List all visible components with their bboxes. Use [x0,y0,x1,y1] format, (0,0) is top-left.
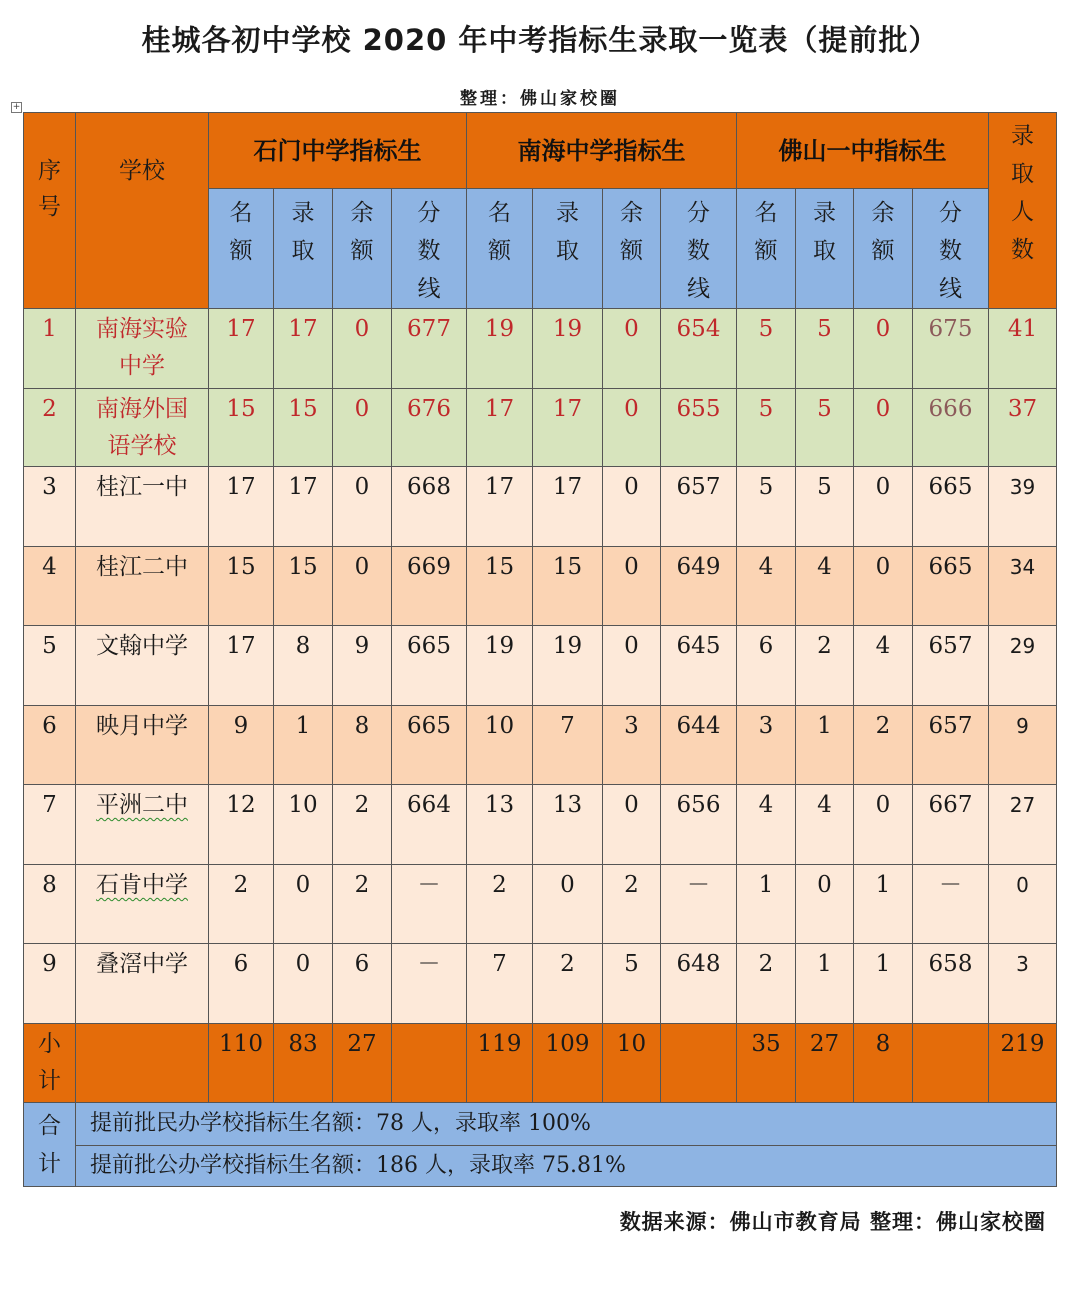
total-header [989,113,1057,309]
total-cell: 0 [989,865,1057,944]
data-cell: 15 [274,547,333,626]
data-cell: 15 [533,547,603,626]
data-cell: 668 [392,467,467,547]
subheader-label: 余额 [350,200,374,264]
data-cell: 5 [603,944,661,1024]
subheader-cell [913,189,989,309]
school-name: 桂江二中 [96,554,188,580]
data-cell: 17 [274,467,333,547]
data-cell: 4 [854,626,913,706]
data-cell: 19 [533,309,603,389]
table-row [24,944,1057,1024]
subheader-cell [274,189,333,309]
subheader-cell [796,189,854,309]
data-cell: 0 [274,944,333,1024]
subheader-label: 余额 [620,200,643,264]
data-cell: 0 [603,785,661,865]
data-cell: 17 [533,389,603,467]
school-header-label: 学校 [119,158,165,184]
seq-cell: 2 [24,389,76,467]
empty-cell [76,1024,209,1103]
total-cell: 41 [989,309,1057,389]
subheader-cell [661,189,737,309]
admission-table [23,112,1057,1187]
data-cell: 4 [796,547,854,626]
data-cell: 10 [274,785,333,865]
school-cell [76,706,209,785]
grand-note: 提前批公办学校指标生名额：186 人，录取率 75.81% [76,1146,1057,1187]
subtotal-cell: 110 [209,1024,274,1103]
data-cell: 5 [796,309,854,389]
data-cell: 10 [467,706,533,785]
school-cell [76,626,209,706]
subtotal-total-cell: 219 [989,1024,1057,1103]
data-cell: 5 [796,467,854,547]
data-cell: 0 [333,467,392,547]
data-cell: 17 [209,467,274,547]
seq-cell: 3 [24,467,76,547]
subtotal-cell: 8 [854,1024,913,1103]
data-cell: 9 [333,626,392,706]
school-name: 桂江一中 [96,474,188,500]
seq-cell: 8 [24,865,76,944]
seq-cell: 1 [24,309,76,389]
total-header-label: 录取人数 [1011,123,1034,263]
subtotal-label-cell [24,1024,76,1103]
subtotal-cell: 119 [467,1024,533,1103]
data-cell: 657 [913,626,989,706]
subheader-label: 录取 [813,200,836,264]
data-cell: 0 [533,865,603,944]
data-cell: 2 [737,944,796,1024]
data-cell: 7 [467,944,533,1024]
subheader-label: 录取 [556,200,579,264]
subheader-label: 分数线 [939,200,962,302]
data-cell: 677 [392,309,467,389]
data-cell: 19 [467,626,533,706]
data-cell: 4 [796,785,854,865]
data-cell: 0 [333,389,392,467]
data-cell: 656 [661,785,737,865]
seq-cell: 6 [24,706,76,785]
group-header-foshan: 佛山一中指标生 [737,113,989,189]
data-cell: － [392,944,467,1024]
subheader-cell [603,189,661,309]
subtotal-cell [913,1024,989,1103]
data-cell: 2 [467,865,533,944]
data-cell: 0 [854,467,913,547]
subheader-cell [533,189,603,309]
school-name: 叠滘中学 [96,951,188,977]
data-cell: 19 [467,309,533,389]
data-cell: 19 [533,626,603,706]
data-cell: 665 [392,706,467,785]
data-cell: 0 [603,389,661,467]
grand-total-row [24,1103,1057,1146]
data-cell: 676 [392,389,467,467]
data-cell: 12 [209,785,274,865]
page-subtitle: 整理：佛山家校圈 [460,89,620,109]
data-cell: 2 [533,944,603,1024]
seq-cell: 5 [24,626,76,706]
total-cell: 3 [989,944,1057,1024]
data-cell: 13 [533,785,603,865]
data-cell: 1 [796,944,854,1024]
data-cell: 657 [661,467,737,547]
school-header [76,113,209,309]
total-cell: 9 [989,706,1057,785]
data-cell: 2 [854,706,913,785]
data-cell: 669 [392,547,467,626]
data-cell: 657 [913,706,989,785]
data-cell: 2 [796,626,854,706]
data-cell: 8 [333,706,392,785]
subheader-label: 名额 [488,200,511,264]
data-cell: 1 [854,865,913,944]
subtotal-row [24,1024,1057,1103]
data-cell: 9 [209,706,274,785]
table-row [24,467,1057,547]
total-cell: 39 [989,467,1057,547]
data-cell: 15 [209,389,274,467]
data-cell: 17 [209,626,274,706]
data-cell: 1 [796,706,854,785]
data-cell: 0 [603,467,661,547]
seq-cell: 7 [24,785,76,865]
table-row [24,547,1057,626]
data-cell: 665 [913,547,989,626]
school-name: 文翰中学 [96,633,188,659]
data-cell: 0 [603,626,661,706]
data-cell: 17 [467,389,533,467]
grand-total-row [24,1146,1057,1187]
data-cell: 665 [913,467,989,547]
data-cell: 15 [209,547,274,626]
data-cell: 0 [333,309,392,389]
data-cell: 648 [661,944,737,1024]
data-cell: 0 [796,865,854,944]
data-cell: 17 [467,467,533,547]
seq-header [24,113,76,309]
data-cell: 5 [737,389,796,467]
table-row [24,309,1057,389]
grand-label: 合计 [38,1112,61,1177]
data-cell: 17 [533,467,603,547]
subtotal-cell: 35 [737,1024,796,1103]
subtotal-cell [392,1024,467,1103]
subheader-cell [333,189,392,309]
source-footer: 数据来源：佛山市教育局 整理：佛山家校圈 [619,1210,1046,1234]
data-cell: 658 [913,944,989,1024]
data-cell: 5 [737,467,796,547]
subtotal-cell: 27 [333,1024,392,1103]
data-cell: 2 [209,865,274,944]
data-cell: 6 [737,626,796,706]
data-cell: 6 [333,944,392,1024]
school-cell [76,309,209,389]
data-cell: 0 [854,785,913,865]
subheader-cell [737,189,796,309]
data-cell: 15 [274,389,333,467]
table-row [24,626,1057,706]
subtotal-label: 小计 [38,1031,61,1094]
school-name: 南海外国语学校 [96,396,188,459]
subheader-label: 录取 [291,200,315,264]
data-cell: 6 [209,944,274,1024]
school-name: 映月中学 [96,713,188,739]
table-row [24,389,1057,467]
data-cell: 4 [737,785,796,865]
subheader-label: 分数线 [687,200,710,302]
data-cell: 2 [333,785,392,865]
data-cell: 675 [913,309,989,389]
school-name: 南海实验中学 [96,316,188,379]
subtotal-cell [661,1024,737,1103]
seq-header-label: 序号 [38,158,61,220]
total-cell: 34 [989,547,1057,626]
data-cell: 649 [661,547,737,626]
data-cell: 644 [661,706,737,785]
data-cell: 1 [737,865,796,944]
subtotal-cell: 83 [274,1024,333,1103]
school-cell [76,944,209,1024]
total-cell: 37 [989,389,1057,467]
school-cell [76,547,209,626]
subheader-label: 名额 [754,200,778,264]
school-cell [76,467,209,547]
page-title: 桂城各初中学校 2020 年中考指标生录取一览表（提前批） [141,23,939,57]
subtotal-cell: 10 [603,1024,661,1103]
data-cell: 666 [913,389,989,467]
data-cell: 665 [392,626,467,706]
subheader-cell [392,189,467,309]
seq-cell: 4 [24,547,76,626]
school-cell [76,785,209,865]
table-row [24,706,1057,785]
table-move-handle-icon[interactable]: + [12,102,21,112]
group-header-shimen: 石门中学指标生 [209,113,467,189]
data-cell: － [661,865,737,944]
data-cell: 664 [392,785,467,865]
data-cell: 0 [854,389,913,467]
school-name: 石肯中学 [96,872,188,898]
data-cell: 655 [661,389,737,467]
data-cell: 645 [661,626,737,706]
data-cell: 3 [603,706,661,785]
data-cell: 5 [737,309,796,389]
data-cell: 667 [913,785,989,865]
data-cell: 3 [737,706,796,785]
data-cell: 654 [661,309,737,389]
data-cell: 0 [854,547,913,626]
data-cell: － [913,865,989,944]
table-row [24,865,1057,944]
subheader-label: 余额 [871,200,895,264]
school-name: 平洲二中 [96,792,188,818]
subheader-cell [467,189,533,309]
data-cell: 0 [333,547,392,626]
data-cell: 1 [854,944,913,1024]
data-cell: 5 [796,389,854,467]
data-cell: － [392,865,467,944]
school-cell [76,865,209,944]
data-cell: 2 [333,865,392,944]
data-cell: 13 [467,785,533,865]
data-cell: 15 [467,547,533,626]
data-cell: 0 [603,309,661,389]
data-cell: 17 [274,309,333,389]
grand-label-cell [24,1103,76,1187]
table-row [24,785,1057,865]
school-cell [76,389,209,467]
data-cell: 0 [274,865,333,944]
total-cell: 29 [989,626,1057,706]
subheader-cell [854,189,913,309]
subheader-label: 分数线 [417,200,441,302]
group-header-nanhai: 南海中学指标生 [467,113,737,189]
data-cell: 7 [533,706,603,785]
data-cell: 2 [603,865,661,944]
total-cell: 27 [989,785,1057,865]
data-cell: 0 [603,547,661,626]
data-cell: 0 [854,309,913,389]
data-cell: 8 [274,626,333,706]
subheader-cell [209,189,274,309]
data-cell: 4 [737,547,796,626]
subtotal-cell: 109 [533,1024,603,1103]
subheader-label: 名额 [229,200,253,264]
data-cell: 17 [209,309,274,389]
grand-note: 提前批民办学校指标生名额：78 人，录取率 100% [76,1103,1057,1146]
data-cell: 1 [274,706,333,785]
seq-cell: 9 [24,944,76,1024]
subtotal-cell: 27 [796,1024,854,1103]
